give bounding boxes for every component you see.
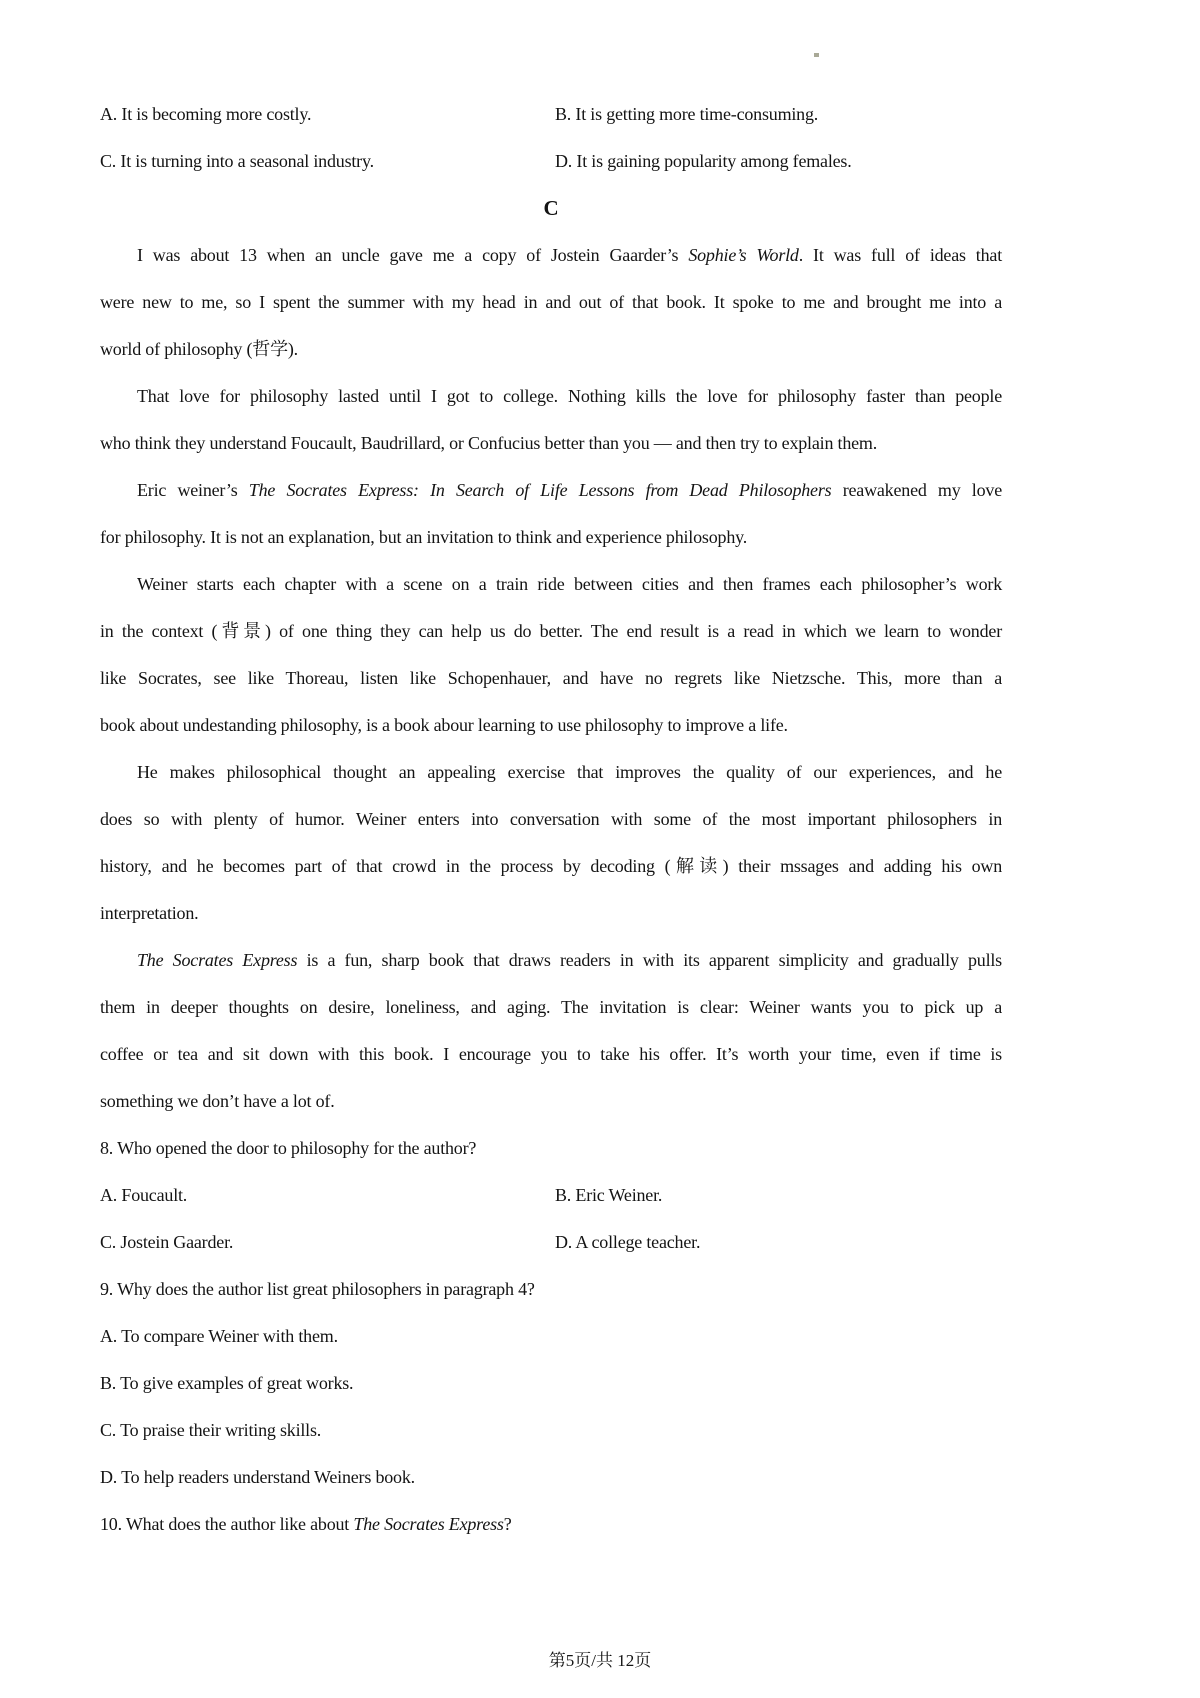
option-item: B. To give examples of great works. [100,1373,354,1393]
text-segment: I was about 13 when an uncle gave me a copy of Jostein Gaarder’s [137,245,689,265]
text-segment: Weiner starts each chapter with a scene on a train ride between cities and then frames each philosopher’s work [137,574,1002,594]
question-stem [100,1125,1002,1172]
carryover-options [100,91,1002,185]
option-row [100,1219,1002,1266]
section-header: C [543,196,559,220]
text-segment: That love for philosophy lasted until I got to college. Nothing kills the love for philosophy faster than people [137,386,1002,406]
option-row [100,91,1002,138]
question-stem [100,1501,1002,1548]
text-segment: is a fun, sharp book that draws readers in with its apparent simplicity and gradually pulls [297,950,1002,970]
text-segment: them in deeper thoughts on desire, loneliness, and aging. The invitation is clear: Weiner wants you to pick up a [100,997,1002,1017]
option-item: D. It is gaining popularity among females. [555,151,852,171]
text-segment: reawakened my love [831,480,1002,500]
passage-line [100,702,1002,749]
text-segment: Eric weiner’s [137,480,249,500]
option-item: C. Jostein Gaarder. [100,1232,234,1252]
passage-line [100,608,1002,655]
text-segment: He makes philosophical thought an appealing exercise that improves the quality of our experiences, and he [137,762,1002,782]
passage-line [100,467,1002,514]
option-item: A. It is becoming more costly. [100,104,312,124]
text-segment: like Socrates, see like Thoreau, listen like Schopenhauer, and have no regrets like Nietzsche. This, more than a [100,668,1002,688]
text-segment: book about undestanding philosophy, is a book abour learning to use philosophy to improve a life. [100,715,788,735]
text-segment: in the context (背景) of one thing they can help us do better. The end result is a read in which we learn to wonder [100,621,1002,641]
text-segment: . It was full of ideas that [798,245,1002,265]
text-segment: does so with plenty of humor. Weiner enters into conversation with some of the most important philosophers in [100,809,1002,829]
question-stem [100,1266,1002,1313]
option-item: D. To help readers understand Weiners book. [100,1467,415,1487]
passage-line [100,749,1002,796]
passage-line [100,373,1002,420]
text-segment: coffee or tea and sit down with this book. I encourage you to take his offer. It’s worth your time, even if time is [100,1044,1002,1064]
passage-line [100,326,1002,373]
content-column [100,91,1002,1548]
scan-artifact-dot [814,53,819,57]
passage-line [100,984,1002,1031]
passage-line [100,561,1002,608]
passage-line [100,843,1002,890]
option-row [100,1172,1002,1219]
page-footer: 第5页/共 12页 [548,1651,652,1670]
italic-title-text: Sophie’s World [688,245,799,265]
text-segment: who think they understand Foucault, Baudrillard, or Confucius better than you — and then try to explain them. [100,433,878,453]
questions-block [100,1125,1002,1548]
option-item: B. It is getting more time-consuming. [555,104,819,124]
passage-line [100,796,1002,843]
reading-passage [100,232,1002,1125]
passage-line [100,514,1002,561]
passage-line [100,232,1002,279]
text-segment: history, and he becomes part of that crowd in the process by decoding (解读) their mssages and adding his own [100,856,1002,876]
text-segment: 10. What does the author like about [100,1514,354,1534]
passage-line [100,1078,1002,1125]
option-item: B. Eric Weiner. [555,1185,663,1205]
text-segment: something we don’t have a lot of. [100,1091,335,1111]
option-item: C. It is turning into a seasonal industry. [100,151,374,171]
text-segment: were new to me, so I spent the summer with my head in and out of that book. It spoke to me and brought me into a [100,292,1002,312]
option-row [100,138,1002,185]
passage-line [100,937,1002,984]
passage-line [100,1031,1002,1078]
italic-title-text: The Socrates Express [353,1514,504,1534]
option-item: A. To compare Weiner with them. [100,1326,338,1346]
text-segment: ? [503,1514,512,1534]
option-item: A. Foucault. [100,1185,188,1205]
option-item: D. A college teacher. [555,1232,701,1252]
text-segment: for philosophy. It is not an explanation, but an invitation to think and experience philosophy. [100,527,748,547]
italic-title-text: The Socrates Express [137,950,298,970]
text-segment: world of philosophy (哲学). [100,339,298,359]
text-segment: interpretation. [100,903,199,923]
italic-title-text: The Socrates Express: In Search of Life Lessons from Dead Philosophers [248,480,832,500]
passage-line [100,420,1002,467]
option-item: C. To praise their writing skills. [100,1420,322,1440]
passage-line [100,655,1002,702]
text-segment: 9. Why does the author list great philosophers in paragraph 4? [100,1279,535,1299]
text-segment: 8. Who opened the door to philosophy for the author? [100,1138,477,1158]
passage-line [100,890,1002,937]
passage-line [100,279,1002,326]
